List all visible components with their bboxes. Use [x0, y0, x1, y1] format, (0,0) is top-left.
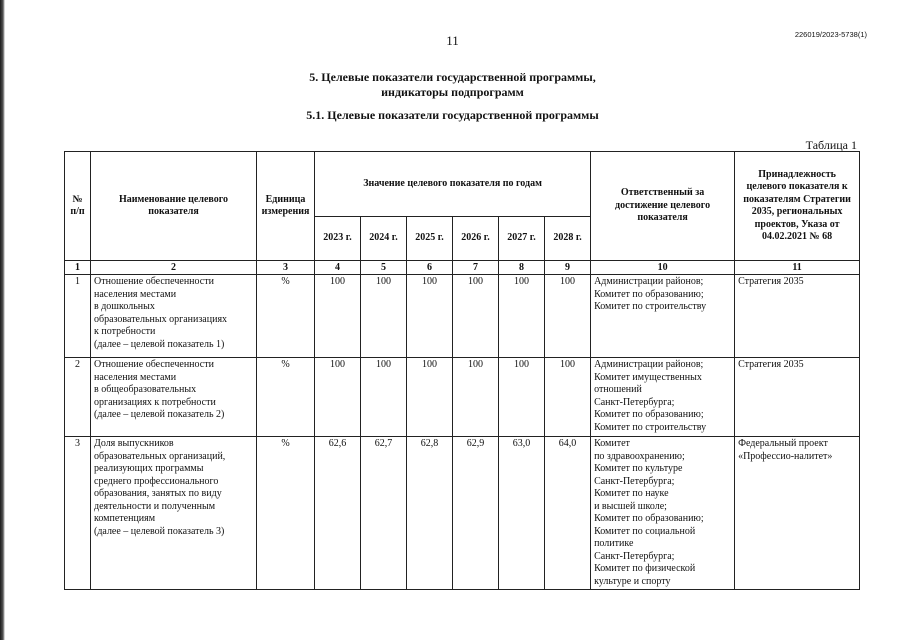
text-line: и высшей школе; [594, 500, 667, 512]
value-cell: 100 [453, 275, 499, 358]
header-belonging: Принадлежность целевого показателя к показателям Стратегии 2035, региональных проектов, Указа от 04.02.2021 № 68 [735, 152, 860, 261]
text-line: деятельности и полученным [94, 500, 216, 512]
header-year: 2028 г. [545, 217, 591, 261]
header-responsible: Ответственный за достижение целевого показателя [591, 152, 735, 261]
text-line: образования, занятых по виду [94, 488, 222, 499]
text-line: Отношение обеспеченности [94, 359, 214, 370]
value-cell: 100 [315, 275, 361, 358]
belonging-cell [735, 437, 860, 590]
text-line: «Профессио-налитет» [738, 450, 833, 462]
text-line: Доля выпускников [94, 438, 174, 449]
table-row [65, 437, 860, 590]
header-year: 2024 г. [361, 217, 407, 261]
text-line: Комитет [594, 438, 630, 449]
text-line: Комитет имущественных [594, 371, 702, 383]
column-number: 11 [735, 261, 860, 275]
column-number: 7 [453, 261, 499, 275]
table-caption: Таблица 1 [805, 138, 857, 152]
responsible-cell [591, 275, 735, 358]
text-line: среднего профессионального [94, 475, 219, 487]
text-line: Администрации районов; [594, 359, 704, 370]
value-cell: 100 [407, 358, 453, 437]
text-line: Комитет по социальной [594, 525, 696, 537]
column-numbers-row [65, 261, 860, 275]
text-line: реализующих программы [94, 463, 204, 474]
text-line: Комитет по культуре [594, 463, 683, 474]
text-line: образовательных организациях [94, 313, 228, 325]
subsection-heading: 5.1. Целевые показатели государственной программы [306, 108, 599, 122]
column-number: 5 [361, 261, 407, 275]
table-row [65, 358, 860, 437]
text-line: политике [594, 538, 634, 549]
text-line: Администрации районов; [594, 276, 704, 287]
unit-cell: % [257, 358, 315, 437]
text-line: Отношение обеспеченности [94, 276, 214, 287]
value-cell: 62,7 [361, 437, 407, 590]
text-line: культуре и спорту [594, 575, 671, 587]
section-heading-line-1: 5. Целевые показатели государственной программы, [309, 70, 596, 84]
column-number: 2 [91, 261, 257, 275]
header-year: 2026 г. [453, 217, 499, 261]
header-unit: Единица измерения [257, 152, 315, 261]
text-line: образовательных организаций, [94, 450, 226, 462]
column-number: 9 [545, 261, 591, 275]
text-line: Санкт-Петербурга; [594, 396, 675, 408]
text-line: компетенциям [94, 513, 156, 524]
unit-cell: % [257, 275, 315, 358]
value-cell: 64,0 [545, 437, 591, 590]
value-cell: 100 [361, 358, 407, 437]
header-name: Наименование целевого показателя [91, 152, 257, 261]
header-year: 2027 г. [499, 217, 545, 261]
responsible-cell [591, 358, 735, 437]
column-number: 3 [257, 261, 315, 275]
column-number: 4 [315, 261, 361, 275]
value-cell: 62,9 [453, 437, 499, 590]
indicator-name [91, 358, 257, 437]
value-cell: 100 [361, 275, 407, 358]
text-line: Стратегия 2035 [738, 359, 804, 370]
column-number: 8 [499, 261, 545, 275]
column-number: 1 [65, 261, 91, 275]
indicators-table [64, 151, 860, 590]
text-line: отношений [594, 384, 642, 395]
text-line: к потребности [94, 326, 156, 337]
value-cell: 62,8 [407, 437, 453, 590]
text-line: (далее – целевой показатель 2) [94, 409, 225, 420]
section-heading-line-2: индикаторы подпрограмм [381, 85, 524, 99]
table-row [65, 275, 860, 358]
value-cell: 100 [499, 275, 545, 358]
text-line: в общеобразовательных [94, 384, 197, 395]
value-cell: 100 [545, 358, 591, 437]
value-cell: 63,0 [499, 437, 545, 590]
text-line: населения местами [94, 288, 177, 300]
text-line: Комитет по физической [594, 563, 696, 574]
page-number: 11 [446, 33, 459, 48]
column-number: 10 [591, 261, 735, 275]
value-cell: 62,6 [315, 437, 361, 590]
indicator-name [91, 275, 257, 358]
unit-cell: % [257, 437, 315, 590]
text-line: Комитет по строительству [594, 421, 707, 433]
text-line: Стратегия 2035 [738, 276, 804, 287]
text-line: Санкт-Петербурга; [594, 550, 675, 562]
section-heading [0, 70, 905, 100]
text-line: Комитет по образованию; [594, 513, 704, 524]
text-line: (далее – целевой показатель 3) [94, 525, 225, 537]
value-cell: 100 [545, 275, 591, 358]
belonging-cell [735, 358, 860, 437]
value-cell: 100 [453, 358, 499, 437]
header-values-group: Значение целевого показателя по годам [315, 152, 591, 217]
indicator-name [91, 437, 257, 590]
value-cell: 100 [315, 358, 361, 437]
header-num: № п/п [65, 152, 91, 261]
header-year: 2023 г. [315, 217, 361, 261]
row-num: 2 [65, 358, 91, 437]
text-line: организациях к потребности [94, 396, 216, 408]
responsible-cell [591, 437, 735, 590]
text-line: Комитет по строительству [594, 301, 707, 312]
text-line: в дошкольных [94, 301, 155, 312]
text-line: (далее – целевой показатель 1) [94, 338, 225, 350]
belonging-cell [735, 275, 860, 358]
text-line: по здравоохранению; [594, 450, 685, 462]
value-cell: 100 [499, 358, 545, 437]
row-num: 1 [65, 275, 91, 358]
text-line: Комитет по науке [594, 488, 669, 499]
text-line: Комитет по образованию; [594, 288, 704, 300]
document-code: 226019/2023-5738(1) [794, 30, 867, 39]
text-line: Комитет по образованию; [594, 409, 704, 420]
text-line: населения местами [94, 371, 177, 383]
row-num: 3 [65, 437, 91, 590]
text-line: Федеральный проект [738, 438, 828, 449]
column-number: 6 [407, 261, 453, 275]
header-year: 2025 г. [407, 217, 453, 261]
text-line: Санкт-Петербурга; [594, 475, 675, 487]
value-cell: 100 [407, 275, 453, 358]
